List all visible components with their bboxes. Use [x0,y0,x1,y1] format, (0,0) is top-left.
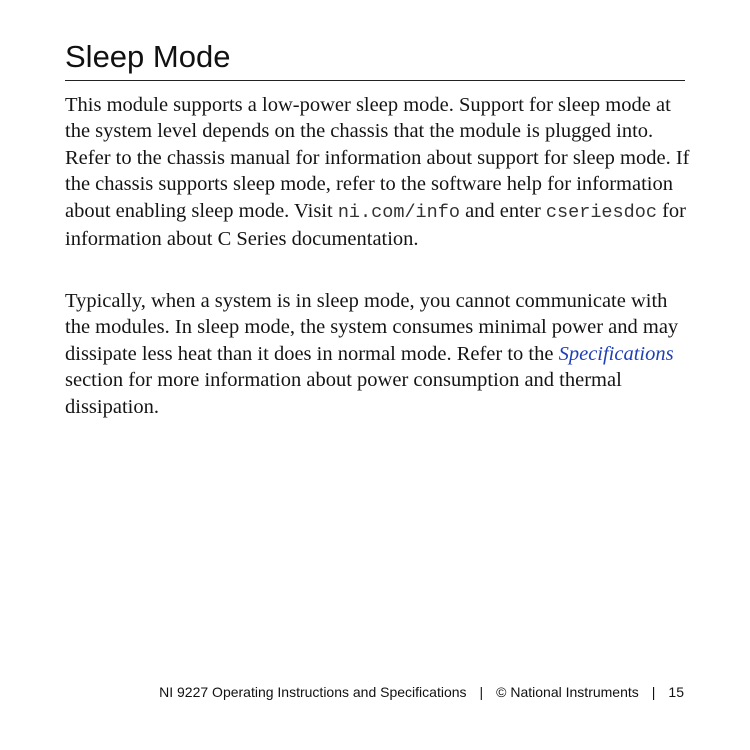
paragraph2-text-b: section for more information about power consumption and thermal dissipation. [65,369,622,418]
paragraph2-text-a: Typically, when a system is in sleep mode, you cannot communicate with the modules. In sleep mode, the system consumes minimal power and may dissipate less heat than it does in normal mode. Refer to the [65,290,679,365]
paragraph1-text-a: This module supports a low-power sleep mode. Support for sleep mode at the system level depends on the chassis that the module is plugged into. Refer to the chassis manual for information about support for sleep mode. If the chassis supports sleep mode, refer to the software help for information about enabling sleep mode. Visit [65,94,690,222]
page-footer [159,684,684,700]
paragraph1-text-c: for information about C Series documentation. [65,199,686,251]
footer-page-number: 15 [668,684,684,700]
footer-doc-title: NI 9227 Operating Instructions and Specifications [159,684,467,700]
section-title: Sleep Mode [65,39,231,74]
footer-separator-2: | [651,684,656,700]
specifications-link[interactable]: Specifications [558,342,674,365]
footer-separator-1: | [479,684,484,700]
code-url: ni.com/info [337,201,460,223]
title-underline-rule [65,80,685,81]
paragraph1-text-b: and enter [459,199,546,222]
code-doc: cseriesdoc [545,201,657,223]
paragraph-sleep-mode-behavior [65,288,690,420]
footer-copyright: © National Instruments [496,684,639,700]
paragraph-sleep-mode-support [65,92,690,252]
